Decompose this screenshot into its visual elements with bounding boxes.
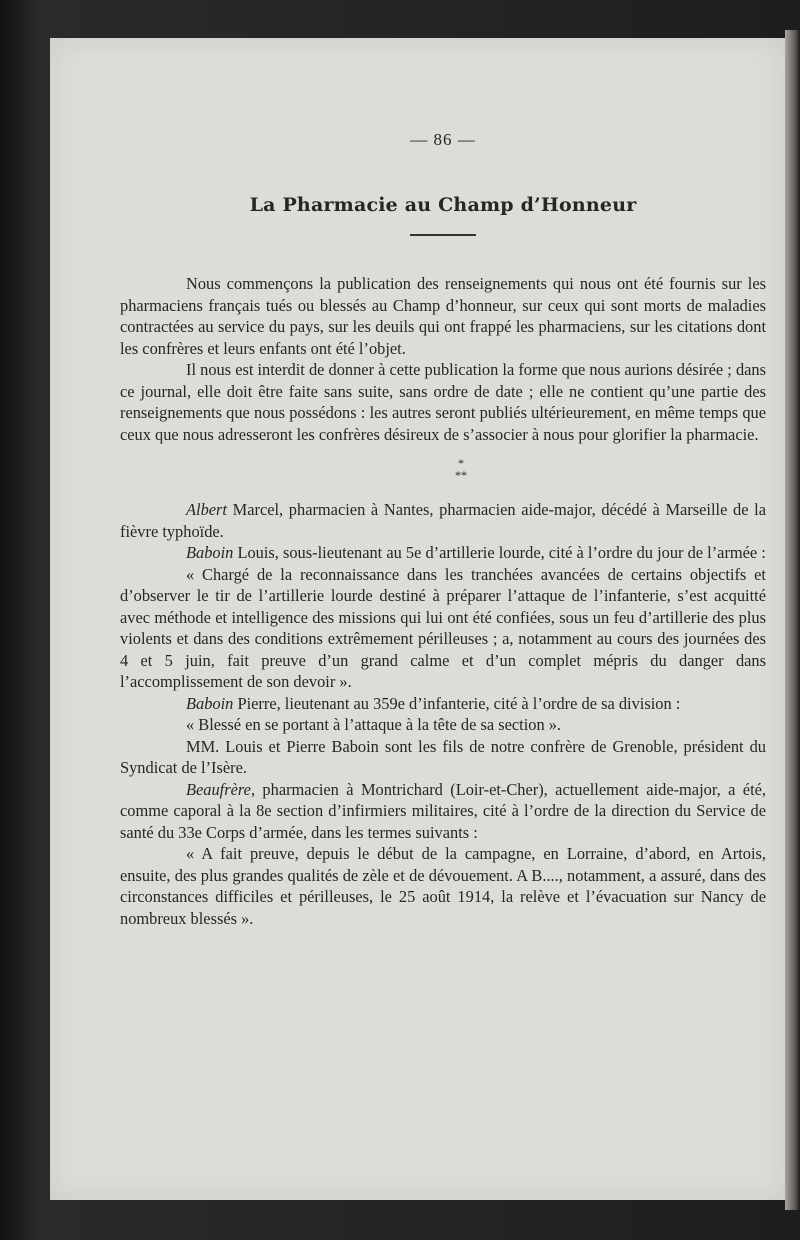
entry-baboin-pierre [120,693,766,715]
entry-beaufrere [120,779,766,844]
baboin-family-note: MM. Louis et Pierre Baboin sont les fils de notre confrère de Grenoble, président du Syndicat de l’Isère. [120,736,766,777]
intro-paragraph-2: Il nous est interdit de donner à cette publication la forme que nous aurions désirée ; dans ce journal, elle doit être faite sans suite, sans ordre de date ; elle ne contient qu’une partie des renseignements que nous possédons : les autres seront publiés ultérieurement, en même temps que ceux que nous adresseront les confrères désireux de s’associer à nous pour glorifier la pharmacie. [120,360,766,444]
citation-baboin-pierre: « Blessé en se portant à l’attaque à la tête de sa section ». [186,715,562,734]
article-title: La Pharmacie au Champ d’Honneur [249,194,637,216]
text-block [120,130,766,929]
entry-text: Pierre, lieutenant au 359e d’infanterie, cité à l’ordre de sa division : [233,693,681,713]
entry-albert [120,499,766,542]
entry-name: Baboin [186,693,234,713]
intro-paragraph-1: Nous commençons la publication des renseignements qui nous ont été fournis sur les pharmaciens français tués ou blessés au Champ d’honneur, sur ceux qui sont morts de maladies contractées au service du pays, sur les deuils qui ont frappé les pharmaciens, sur les citations dont les confrères et leurs enfants ont été l’objet. [120,274,766,358]
citation-baboin-louis: « Chargé de la reconnaissance dans les tranchées avancées de certains objectifs et d’observer le tir de l’artillerie lourde destiné à préparer l’attaque de l’infanterie, s’est acquitté avec méthode et intelligence des missions qui lui ont été confiées, sous un feu d’artillerie des plus violents et dans des conditions extrêmement périlleuses ; a, notamment au cours des journées des 4 et 5 juin, fait preuve d’un grand calme et d’un complet mépris du danger dans l’accomplissement de son devoir ». [120,564,766,691]
page-edge-strip [785,30,800,1210]
entry-name: Baboin [186,543,234,562]
entry-text: , pharmacien à Montrichard (Loir-et-Cher), actuellement aide-major, a été, comme caporal à la 8e section d’infirmiers militaires, cité à l’ordre de la direction du Service de santé du 33e Corps d’armée, dans les termes suivants : [120,779,766,842]
asterism-top: * [458,456,464,470]
article-body [120,273,766,929]
citation-beaufrere: « A fait preuve, depuis le début de la campagne, en Lorraine, d’abord, en Artois, ensuite, des plus grandes qualités de zèle et de dévouement. A B...., notamment, a assuré, dans des circonstances difficiles et périlleuses, le 25 août 1914, la relève et l’évacuation sur Nancy de nombreux blessés ». [120,844,766,928]
entry-text: Louis, sous-lieutenant au 5e d’artillerie lourde, cité à l’ordre du jour de l’armée : [233,543,766,562]
entry-name: Albert [186,500,227,519]
title-underline [410,234,476,236]
page-number: — 86 — [410,130,476,149]
entry-text: Marcel, pharmacien à Nantes, pharmacien aide-major, décédé à Marseille de la fièvre typhoïde. [120,500,766,541]
entry-baboin-louis [120,542,766,564]
entry-name: Beaufrère [186,779,251,799]
asterism-bottom: ** [455,468,467,482]
section-asterism [120,457,766,481]
